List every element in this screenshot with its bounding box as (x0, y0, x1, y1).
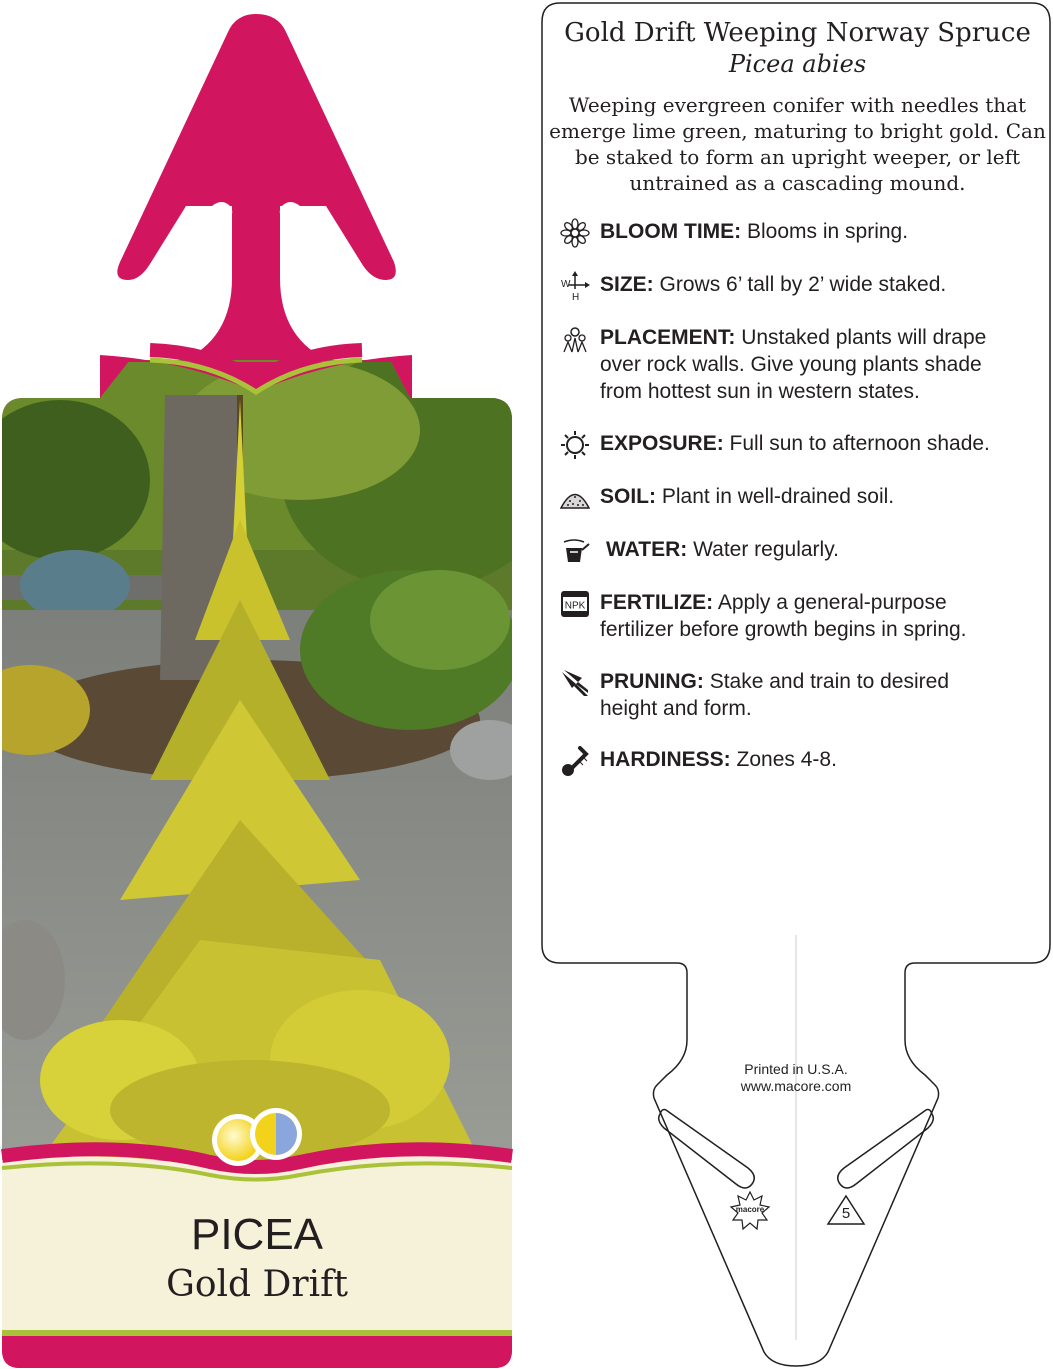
care-label: HARDINESS: (600, 748, 731, 771)
genus-name: PICEA (190, 1210, 324, 1259)
care-label: FERTILIZE: (600, 591, 714, 614)
recycle-number: 5 (841, 1205, 851, 1222)
description-line: emerge lime green, maturing to bright gold. Can (549, 119, 1046, 143)
watering-can-icon (560, 536, 590, 566)
common-name: Gold Drift Weeping Norway Spruce (564, 18, 1031, 48)
sun-partial-icon (250, 1108, 302, 1160)
plant-description (545, 92, 1050, 196)
care-value: Plant in well-drained soil. (661, 485, 895, 508)
front-hanger-arrow[interactable] (117, 14, 395, 362)
care-value: over rock walls. Give young plants shade (600, 353, 982, 376)
macore-logo-text: macore (735, 1205, 765, 1214)
care-value: Water regularly. (693, 538, 839, 561)
care-value: Full sun to afternoon shade. (729, 432, 990, 455)
website[interactable]: www.macore.com (740, 1078, 852, 1094)
npk-text: NPK (564, 600, 586, 612)
care-label: WATER: (606, 538, 688, 561)
size-w-letter: W (561, 279, 571, 290)
care-value: Zones 4-8. (736, 748, 837, 771)
care-value: Grows 6’ tall by 2’ wide staked. (659, 273, 947, 296)
care-value: from hottest sun in western states. (600, 380, 920, 403)
care-value: Blooms in spring. (747, 220, 909, 243)
printed-in: Printed in U.S.A. (744, 1061, 848, 1077)
care-label: SIZE: (600, 273, 654, 296)
care-label: BLOOM TIME: (600, 220, 742, 243)
description-line: untrained as a cascading mound. (629, 171, 966, 195)
care-value: Apply a general-purpose (717, 591, 947, 614)
placement-plants-icon (560, 324, 590, 354)
botanical-name: Picea abies (728, 50, 867, 78)
description-line: Weeping evergreen conifer with needles that (568, 93, 1027, 117)
care-value: Stake and train to desired (709, 670, 950, 693)
flower-icon (560, 218, 590, 248)
size-h-letter: H (572, 292, 580, 301)
care-label: PLACEMENT: (600, 326, 736, 349)
soil-mound-icon (560, 483, 590, 513)
care-label: EXPOSURE: (600, 432, 724, 455)
care-value: fertilizer before growth begins in spring. (600, 618, 967, 641)
care-value: height and form. (600, 697, 752, 720)
cultivar-name: Gold Drift (166, 1264, 348, 1305)
fertilizer-icon (560, 589, 590, 619)
care-label: SOIL: (600, 485, 656, 508)
thermometer-icon (560, 746, 590, 776)
pruners-icon (560, 668, 590, 698)
description-line: be staked to form an upright weeper, or left (574, 145, 1021, 169)
sun-exposure-icon (560, 430, 590, 460)
care-label: PRUNING: (600, 670, 704, 693)
care-value: Unstaked plants will drape (741, 326, 987, 349)
plant-photo (0, 350, 560, 1170)
size-arrows-icon (560, 271, 590, 301)
